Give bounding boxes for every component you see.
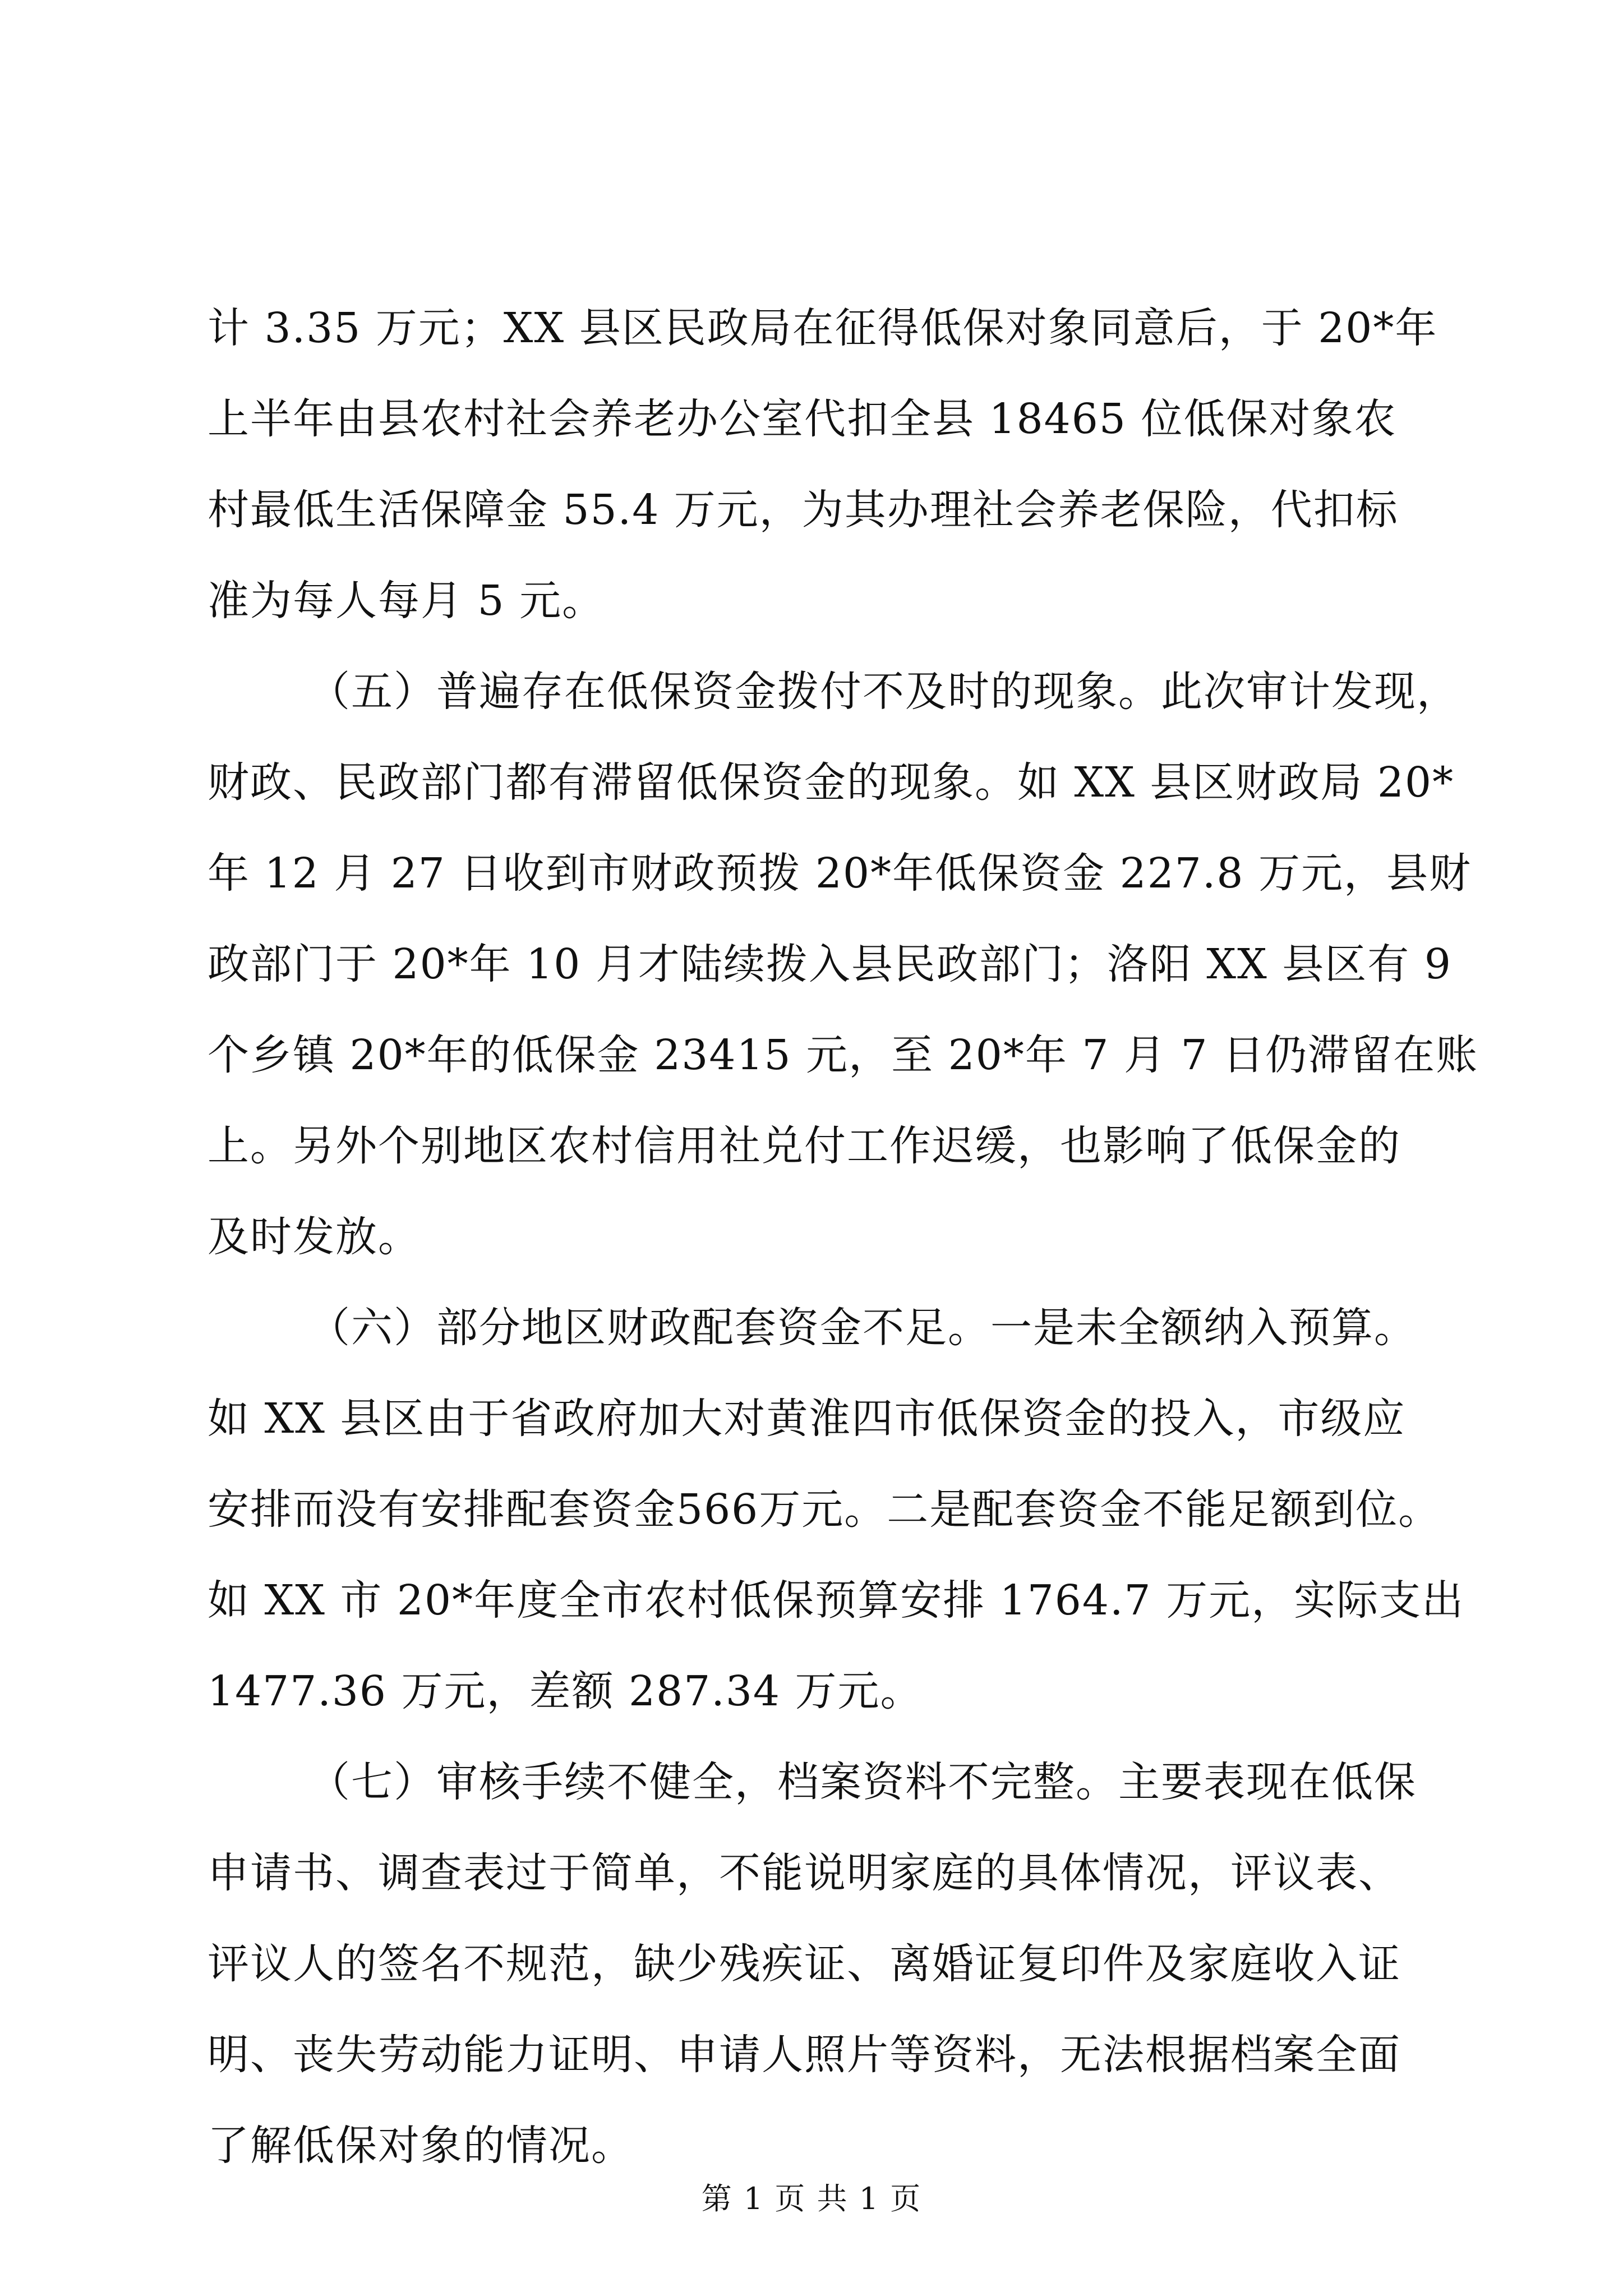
text-line: 上半年由县农村社会养老办公室代扣全县 18465 位低保对象农 <box>208 395 1397 443</box>
text-line: 年 12 月 27 日收到市财政预拨 20*年低保资金 227.8 万元，县财 <box>208 849 1472 898</box>
text-line: 个乡镇 20*年的低保金 23415 元，至 20*年 7 月 7 日仍滞留在账 <box>208 1031 1479 1079</box>
text-line: 计 3.35 万元；XX 县区民政局在征得低保对象同意后，于 20*年 <box>208 304 1438 352</box>
text-line: 申请书、调查表过于简单，不能说明家庭的具体情况，评议表、 <box>208 1849 1401 1897</box>
text-line: 村最低生活保障金 55.4 万元，为其办理社会养老保险，代扣标 <box>208 486 1399 534</box>
text-line: 准为每人每月 5 元。 <box>208 577 605 625</box>
text-line: 如 XX 市 20*年度全市农村低保预算安排 1764.7 万元，实际支出 <box>208 1576 1465 1625</box>
text-line: 政部门于 20*年 10 月才陆续拨入县民政部门；洛阳 XX 县区有 9 <box>208 940 1452 988</box>
text-line: 明、丧失劳动能力证明、申请人照片等资料，无法根据档案全面 <box>208 2031 1401 2079</box>
page-number-footer: 第 1 页 共 1 页 <box>701 2181 922 2216</box>
text-line: 了解低保对象的情况。 <box>208 2122 634 2170</box>
paragraph-first-line: （五）普遍存在低保资金拨付不及时的现象。此次审计发现， <box>308 668 1459 716</box>
text-line: 评议人的签名不规范，缺少残疾证、离婚证复印件及家庭收入证 <box>208 1940 1401 1988</box>
text-line: 财政、民政部门都有滞留低保资金的现象。如 XX 县区财政局 20* <box>208 758 1455 807</box>
text-line: 1477.36 万元，差额 287.34 万元。 <box>208 1667 923 1715</box>
text-line: 如 XX 县区由于省政府加大对黄淮四市低保资金的投入，市级应 <box>208 1395 1406 1443</box>
paragraph-first-line: （七）审核手续不健全，档案资料不完整。主要表现在低保 <box>308 1758 1417 1806</box>
text-line: 安排而没有安排配套资金566万元。二是配套资金不能足额到位。 <box>208 1485 1441 1534</box>
text-line: 上。另外个别地区农村信用社兑付工作迟缓，也影响了低保金的 <box>208 1122 1401 1170</box>
paragraph-first-line: （六）部分地区财政配套资金不足。一是未全额纳入预算。 <box>308 1304 1417 1352</box>
text-line: 及时发放。 <box>208 1213 421 1261</box>
